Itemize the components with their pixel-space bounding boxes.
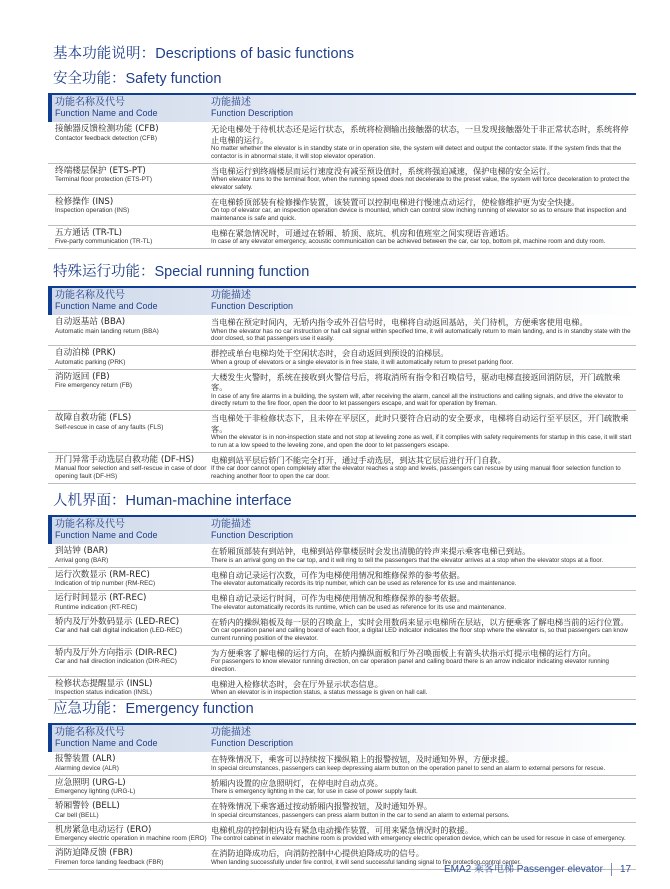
function-description-en: In special circumstances, passengers can press alarm button in the car to send an alarm to external persons. (211, 811, 510, 819)
section-title: 安全功能：Safety function (53, 71, 222, 87)
function-description-cn: 电梯在紧急情况时，可通过在轿厢、轿顶、底坑、机房和值班室之间实现语音通话。 (211, 227, 514, 238)
function-description-en: No matter whether the elevator is in standby state or in operation site, the system will detect and output the contactor state. If the system finds that the contactor is in abnormal state, it will stop elevator operation. (211, 145, 622, 160)
function-name-cell (48, 166, 208, 192)
function-description-cell (208, 778, 636, 797)
function-name-en: Manual floor selection and self-rescue in case of door opening fault (DF-HS) (55, 465, 207, 481)
header-name-en: Function Name and Code (55, 108, 158, 118)
function-name-en: Inspection operation (INS) (55, 207, 130, 215)
table-row (48, 226, 636, 250)
header-desc-cn: 功能描述 (211, 97, 251, 108)
header-name-cn: 功能名称及代号 (55, 727, 125, 738)
function-name-cell (48, 455, 208, 482)
function-description-en: When the elevator has no car instruction or hall call signal within specified time, it will automatically return to main landing, and is in standby state with the door closed, so that passengers use it easily. (211, 327, 631, 343)
header-name-column (55, 727, 158, 749)
function-description-cn: 在轿厢顶部装有到站钟，电梯到站停靠楼层时会发出清脆的铃声来提示乘客电梯已到站。 (211, 546, 531, 556)
function-name-en: Firemen force landing feedback (FBR) (55, 858, 164, 866)
section-human-machine (48, 491, 636, 700)
header-accent-bar (48, 95, 52, 122)
function-description-cell (208, 825, 636, 844)
function-description-cn: 当电梯在预定时间内，无轿内指令或外召信号时，电梯将自动返回基站，关门待机，方便乘客使用电梯。 (211, 317, 588, 327)
function-name-cn: 五方通话 (TR-TL) (55, 227, 123, 238)
table-row (48, 195, 636, 226)
function-description-cell (208, 546, 636, 565)
function-name-cn: 故障自救功能 (FLS) (55, 413, 132, 424)
footer-divider (611, 863, 612, 876)
function-description-cn: 在轿内的操纵箱板及每一层的召唤盒上，实时会用数码来显示电梯所在层站，以方便乘客了解电梯当前的运行位置。 (211, 616, 629, 627)
function-description-cell (208, 348, 636, 367)
function-description-cn: 在消防迫降成功后，向消防控制中心提供迫降成功的信号。 (211, 848, 424, 858)
function-name-cell (48, 648, 208, 674)
function-name-cell (48, 372, 208, 409)
function-description-cn: 电梯到站平层后轿门不能完全打开，通过手动选层，到达其它层后进行开门自救。 (211, 454, 506, 465)
function-name-en: Emergency electric operation in machine room (ERO) (55, 835, 207, 842)
function-description-cn: 无论电梯处于待机状态还是运行状态，系统将检测输出接触器的状态，一旦发现接触器处于非正常状态时，系统将停止电梯的运行。 (211, 124, 629, 145)
header-desc-en: Function Description (211, 301, 294, 311)
function-name-cn: 机房紧急电动运行 (ERO) (55, 824, 152, 835)
table-row (48, 544, 636, 568)
function-description-en: In case of any elevator emergency, acoustic communication can be achieved between the car, car top, bottom pit, machine room and duty room. (211, 238, 606, 246)
header-desc-cn: 功能描述 (211, 519, 251, 530)
function-name-cn: 自动返基站 (BBA) (55, 317, 126, 327)
table-row (48, 346, 636, 370)
function-description-cn: 当电梯处于非检修状态下，且未停在平层区，此时只要符合启动的安全要求，电梯将自动运行至平层区，开门疏散乘客。 (211, 413, 629, 434)
function-name-cn: 应急照明 (URG-L) (55, 777, 126, 788)
header-accent-bar (48, 517, 52, 544)
header-desc-column (211, 97, 293, 119)
table-row (48, 453, 636, 485)
function-description-cn: 电梯进入检修状态时，会在厅外显示状态信息。 (211, 678, 383, 689)
function-name-en: Self-rescue in case of any faults (FLS) (55, 423, 164, 431)
function-description-cell (208, 372, 636, 409)
header-name-cn: 功能名称及代号 (55, 290, 125, 301)
function-description-cell (208, 648, 636, 674)
function-description-cn: 轿厢内设置的应急照明灯，在停电时自动点亮。 (211, 777, 383, 788)
page-footer (444, 860, 631, 876)
function-description-en: There is emergency lighting in the car, for use in case of power supply fault. (211, 788, 418, 795)
function-name-cn: 消防迫降反馈 (FBR) (55, 848, 133, 858)
function-description-cell (208, 801, 636, 820)
function-name-cn: 开门异常手动选层自救功能 (DF-HS) (55, 454, 195, 465)
table-row (48, 752, 636, 776)
function-description-en: For passengers to know elevator running direction, on car operation panel and calling board there is an arrow indicator indicating elevator running direction. (211, 658, 609, 673)
function-name-cn: 到站钟 (BAR) (55, 546, 108, 556)
function-description-en: When elevator runs to the terminal floor, when the running speed does not decelerate to the preset value, the system will force deceleration to protect the elevator safety. (211, 176, 630, 191)
function-description-cell (208, 593, 636, 612)
function-name-cn: 检修状态提醒显示 (INSL) (55, 678, 153, 689)
function-name-en: Runtime indication (RT-REC) (55, 603, 138, 611)
function-name-cn: 轿内及厅外方向指示 (DIR-REC) (55, 647, 178, 658)
function-name-en: Alarming device (ALR) (55, 764, 119, 772)
function-name-en: Car and hall call digital indication (LED-REC) (55, 627, 183, 634)
table-header (48, 93, 636, 122)
function-description-en: There is an arrival gong on the car top, and it will ring to tell the passengers that the elevator arrives at a stop when the elevator stops at a floor. (211, 556, 604, 564)
function-description-cn: 为方便乘客了解电梯的运行方向，在轿内操纵面板和厅外召唤面板上有箭头状指示灯提示电梯的运行方向。 (211, 647, 596, 658)
function-description-cell (208, 197, 636, 223)
function-description-en: The control cabinet in elevator machine room is provided with emergency electric operation device, which can be used for rescue in case of emergency. (211, 835, 626, 842)
header-desc-en: Function Description (211, 108, 294, 118)
header-name-en: Function Name and Code (55, 530, 158, 540)
function-description-cell (208, 413, 636, 450)
function-description-cn: 在特殊情况下乘客通过按动轿厢内报警按钮，及时通知外界。 (211, 801, 433, 811)
header-desc-en: Function Description (211, 530, 294, 540)
function-name-en: Car and hall direction indication (DIR-REC) (55, 658, 177, 666)
function-name-cn: 轿内及厅外数码显示 (LED-REC) (55, 616, 180, 627)
function-name-en: Terminal floor protection (ETS-PT) (55, 176, 152, 184)
table-row (48, 646, 636, 677)
function-description-cn: 电梯机房的控制柜内设有紧急电动操作装置，可用来紧急情况时的救援。 (211, 824, 474, 835)
header-name-en: Function Name and Code (55, 301, 158, 311)
section-safety (48, 69, 636, 249)
header-desc-column (211, 727, 293, 749)
function-description-cn: 在特殊情况下，乘客可以持续按下操纵箱上的报警按钮，及时通知外界，方便求援。 (211, 754, 514, 764)
table-row (48, 823, 636, 847)
section-title: 特殊运行功能：Special running function (53, 264, 310, 280)
table-row (48, 164, 636, 195)
function-name-cell (48, 754, 208, 773)
function-description-en: When an elevator is in inspection status, a status message is given on hall call. (211, 689, 428, 697)
table-row (48, 776, 636, 800)
table-row (48, 677, 636, 701)
function-description-cell (208, 617, 636, 643)
function-name-cn: 消防返回 (FB) (55, 371, 110, 382)
page-number: 17 (619, 864, 632, 875)
table-header (48, 723, 636, 752)
table-row (48, 568, 636, 592)
function-description-en: On top of elevator car, an inspection operation device is mounted, which can control slow inching running of elevator so as to ensure that inspection and maintenance is safe and quick. (211, 207, 627, 222)
header-accent-bar (48, 725, 52, 752)
function-description-cn: 当电梯运行到终端楼层而运行速度没有减至预设值时，系统将强迫减速，保护电梯的安全运行。 (211, 165, 555, 176)
function-description-cell (208, 124, 636, 161)
function-name-en: Five-party communication (TR-TL) (55, 238, 153, 246)
function-name-cell (48, 348, 208, 367)
header-name-cn: 功能名称及代号 (55, 97, 125, 108)
page-title: 基本功能说明：Descriptions of basic functions (53, 46, 355, 62)
function-name-en: Fire emergency return (FB) (55, 382, 133, 390)
footer-product: EMA2 乘客电梯 Passenger elevator (444, 864, 603, 875)
function-name-cn: 运行次数显示 (RM-REC) (55, 569, 150, 580)
function-name-cell (48, 801, 208, 820)
function-name-cn: 轿厢警铃 (BELL) (55, 801, 120, 811)
header-desc-column (211, 519, 293, 541)
function-description-en: On car operation panel and calling board of each floor, a digital LED indicator indicates the floor stop where the elevator is, so that passengers can know current running position of the elevator. (211, 627, 628, 642)
function-description-cn: 在电梯轿顶部装有检修操作装置，该装置可以控制电梯进行慢速点动运行，使检修维护更为安全快捷。 (211, 196, 580, 207)
function-description-cn: 电梯自动记录运行次数，可作为电梯使用情况和维修保养的参考依据。 (211, 569, 465, 580)
function-name-cell (48, 679, 208, 698)
function-name-cell (48, 197, 208, 223)
table-row (48, 411, 636, 453)
function-name-cell (48, 413, 208, 450)
function-name-cn: 终端楼层保护 (ETS-PT) (55, 165, 146, 176)
table-row (48, 370, 636, 412)
function-name-en: Car bell (BELL) (55, 811, 99, 819)
section-emergency (48, 699, 636, 870)
function-name-en: Arrival gong (BAR) (55, 556, 109, 564)
function-name-en: Contactor feedback detection (CFB) (55, 134, 157, 142)
function-name-cell (48, 617, 208, 643)
header-desc-cn: 功能描述 (211, 290, 251, 301)
function-name-cell (48, 570, 208, 589)
table-row (48, 799, 636, 823)
function-description-cell (208, 570, 636, 589)
header-desc-column (211, 290, 293, 312)
header-desc-en: Function Description (211, 738, 294, 748)
table-header (48, 286, 636, 315)
function-description-cell (208, 679, 636, 698)
section-title: 应急功能：Emergency function (53, 701, 254, 717)
function-description-cn: 群控或单台电梯均处于空闲状态时，会自动返回到预设的泊梯层。 (211, 348, 449, 359)
function-name-cn: 报警装置 (ALR) (55, 754, 116, 764)
function-name-cn: 接触器反馈检测功能 (CFB) (55, 124, 159, 134)
function-description-en: When the elevator is in non-inspection state and not stop at leveling zone as well, if it complies with safety requirements for startup in this case, it will start to run at a low speed to the leveling zone, and open the door to let passengers escape. (211, 434, 632, 449)
function-description-cell (208, 317, 636, 343)
function-name-en: Emergency lighting (URG-L) (55, 788, 136, 795)
table-row (48, 315, 636, 346)
function-description-en: When landing successfully under fire control, it will send successful landing signal to fire protection control center. (211, 858, 521, 866)
function-name-cell (48, 778, 208, 797)
header-name-column (55, 519, 158, 541)
function-description-cell (208, 166, 636, 192)
header-name-column (55, 290, 158, 312)
function-description-en: In special circumstances, passengers can keep depressing alarm button on the operation panel to send an alarm to external persons for rescue. (211, 764, 606, 772)
function-name-cell (48, 546, 208, 565)
header-name-column (55, 97, 158, 119)
section-special-running (48, 262, 636, 484)
function-description-en: If the car door cannot open completely after the elevator reaches a stop and levels, passengers can rescue by using manual floor selection function to reaching another floor to open the car door. (211, 465, 621, 481)
function-description-en: When a group of elevators or a single elevator is in free state, it will automatically return to preset parking floor. (211, 358, 514, 366)
function-name-cell (48, 124, 208, 161)
function-description-cell (208, 754, 636, 773)
function-name-en: Inspection status indication (INSL) (55, 689, 152, 697)
function-name-cell (48, 848, 208, 867)
function-name-en: Indication of trip number (RM-REC) (55, 580, 156, 587)
header-desc-cn: 功能描述 (211, 727, 251, 738)
function-name-cell (48, 825, 208, 844)
table-row (48, 122, 636, 164)
function-name-en: Automatic parking (PRK) (55, 358, 126, 366)
section-title: 人机界面：Human-machine interface (53, 493, 292, 509)
header-accent-bar (48, 288, 52, 315)
function-description-cn: 电梯自动记录运行时间，可作为电梯使用情况和维修保养的参考依据。 (211, 593, 465, 603)
function-name-cell (48, 228, 208, 247)
table-row (48, 591, 636, 615)
function-name-cn: 自动泊梯 (PRK) (55, 348, 116, 359)
header-name-cn: 功能名称及代号 (55, 519, 125, 530)
function-name-cell (48, 593, 208, 612)
function-description-en: In case of any fire alarms in a building, the system will, after receiving the alarm, cancel all the instructions and calling signals, and drive the elevator to directly return to the fire floor, open the door to let passengers escape, and wait for operation by fireman. (211, 392, 624, 408)
function-description-cell (208, 455, 636, 482)
header-name-en: Function Name and Code (55, 738, 158, 748)
function-name-en: Automatic main landing return (BBA) (55, 327, 159, 335)
function-description-en: The elevator automatically records its runtime, which can be used as reference for its use and maintenance. (211, 603, 507, 611)
table-row (48, 615, 636, 646)
function-description-en: The elevator automatically records its trip number, which can be used as reference for its use and maintenance. (211, 580, 517, 587)
function-name-cn: 运行时间显示 (RT-REC) (55, 593, 147, 603)
table-header (48, 515, 636, 544)
function-name-cell (48, 317, 208, 343)
function-name-cn: 检修操作 (INS) (55, 196, 114, 207)
function-description-cn: 大楼发生火警时，系统在接收到火警信号后，将取消所有指令和召唤信号，驱动电梯直接返回消防层，开门疏散乘客。 (211, 371, 621, 393)
function-description-cell (208, 228, 636, 247)
